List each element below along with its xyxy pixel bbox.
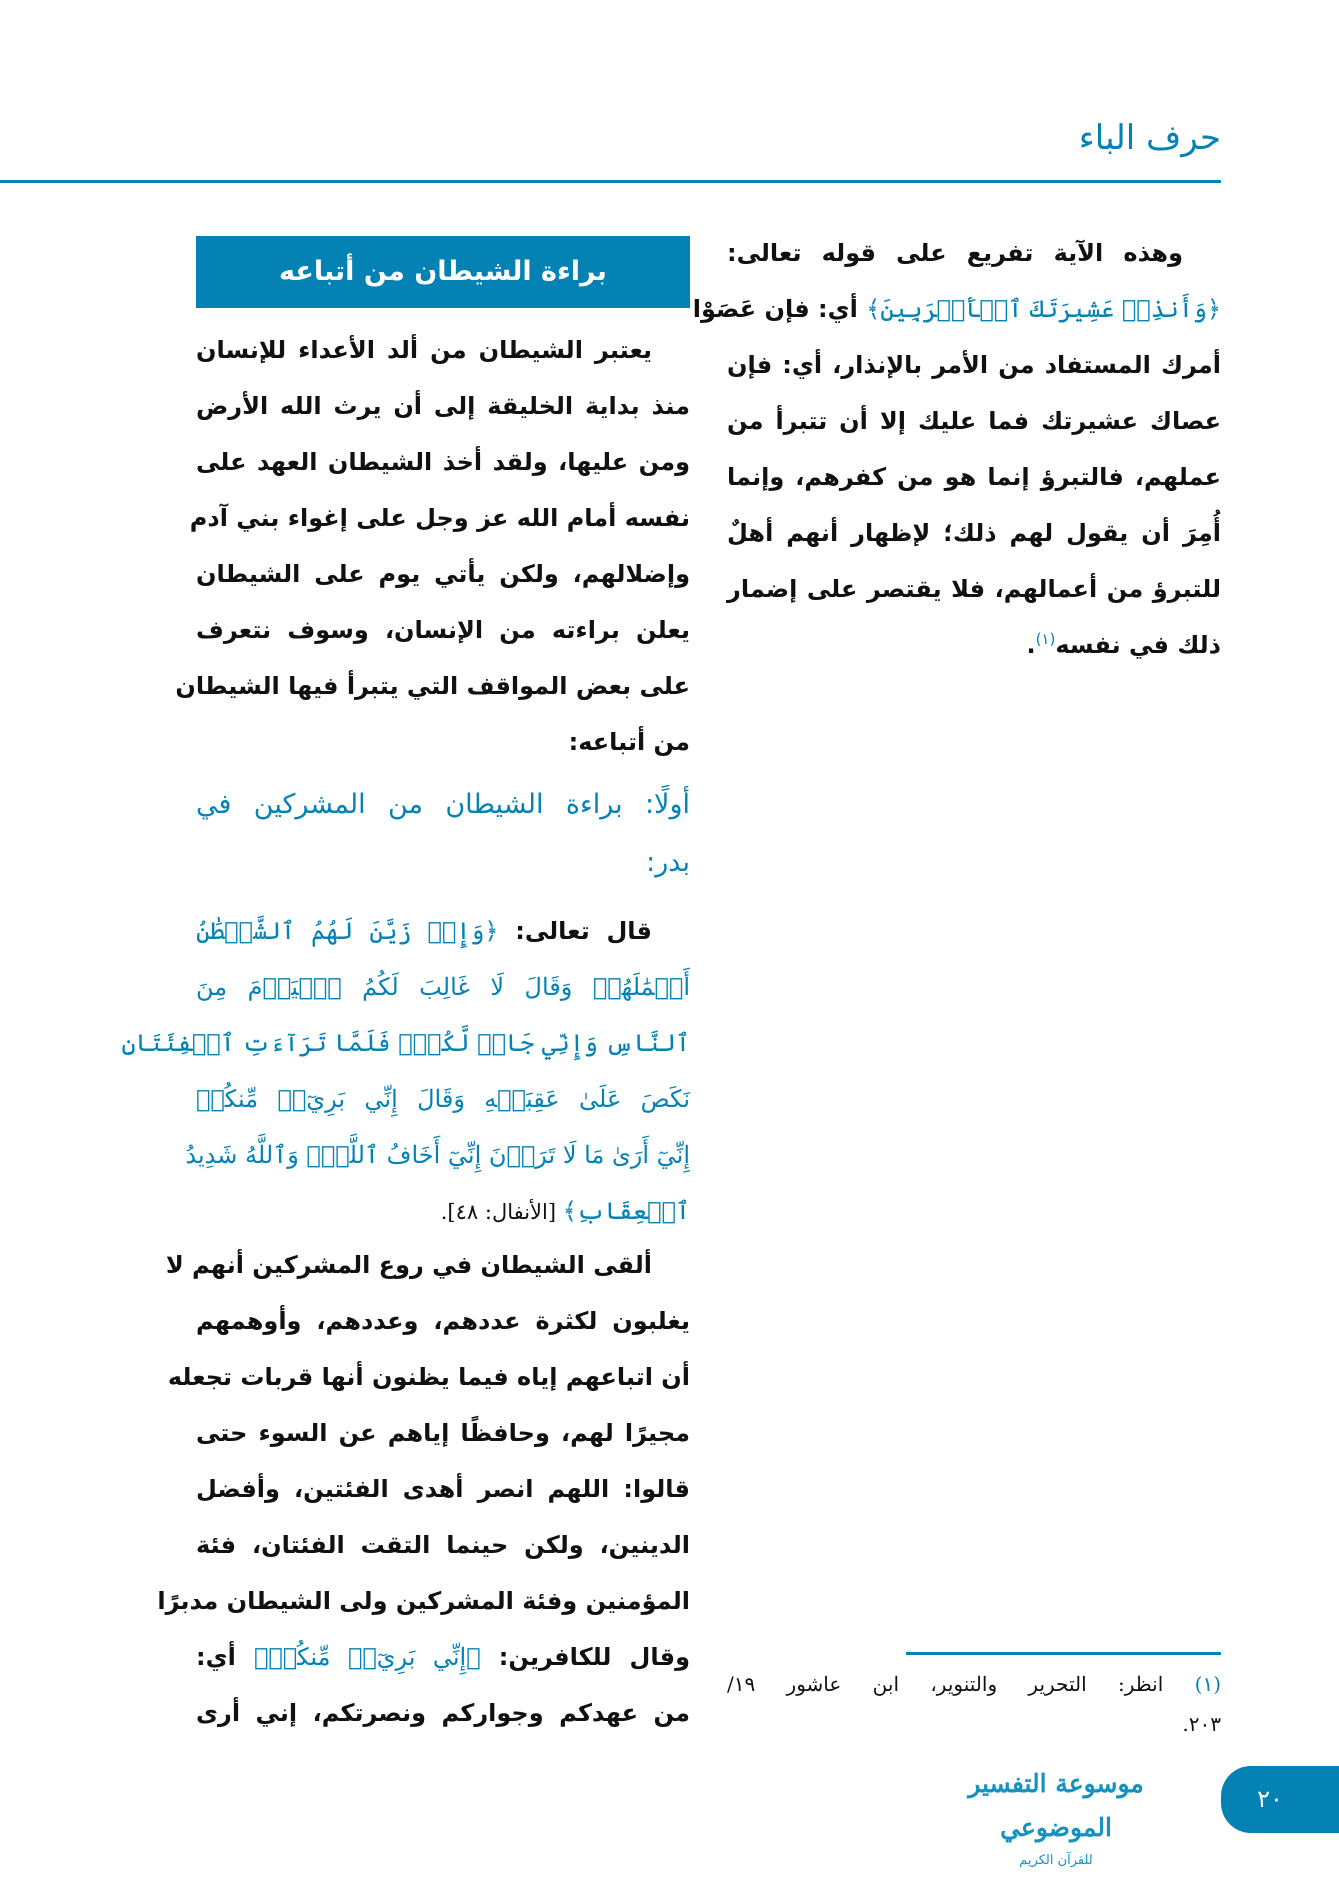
text-line: [196, 1629, 690, 1685]
text-segment: قال تعالى:: [498, 917, 652, 945]
quran-verse: ﴿وَإِذۡ زَيَّنَ لَهُمُ ٱلشَّيۡطَٰنُ: [196, 917, 499, 945]
text-line: [196, 434, 690, 490]
text-segment: منذ بداية الخليقة إلى أن يرث الله الأرض: [196, 392, 690, 420]
footnote-text-cont: ٢٠٣.: [1182, 1712, 1221, 1736]
logo-subtitle: للقرآن الكريم: [1019, 1853, 1093, 1868]
text-line: [727, 393, 1221, 449]
text-segment: للتبرؤ من أعمالهم، فلا يقتصر على إضمار: [727, 575, 1221, 603]
text-line: [157, 1573, 690, 1629]
right-column-text: [692, 225, 1221, 673]
subheading: [196, 776, 690, 892]
quran-verse: نَكَصَ عَلَىٰ عَقِبَيۡهِ وَقَالَ إِنِّي بَرِيٓءٞ مِّنكُمۡ: [196, 1085, 690, 1113]
text-line: [727, 617, 1221, 673]
text-segment: وهذه الآية تفريع على قوله تعالى:: [727, 239, 1183, 267]
text-segment: قالوا: اللهم انصر أهدى الفئتين، وأفضل: [196, 1475, 690, 1503]
quran-verse: ﴿إِنِّي بَرِيٓءٞ مِّنكُمۡ﴾: [253, 1643, 481, 1671]
text-segment: يعتبر الشيطان من ألد الأعداء للإنسان: [196, 336, 652, 364]
logo-title: موسوعة التفسير الموضوعي: [968, 1769, 1144, 1842]
quran-verse: إِنِّيٓ أَرَىٰ مَا لَا تَرَوۡنَ إِنِّيٓ أَخَافُ ٱللَّهَۚ وَٱللَّهُ شَدِيدُ: [185, 1141, 690, 1169]
text-segment: وقال للكافرين:: [480, 1643, 690, 1671]
text-segment: المؤمنين وفئة المشركين ولى الشيطان مدبرًا: [157, 1587, 690, 1615]
text-line: [196, 959, 690, 1015]
text-line: [196, 546, 690, 602]
text-segment: الدينين، ولكن حينما التقت الفئتان، فئة: [196, 1531, 690, 1559]
text-line: [727, 337, 1221, 393]
text-segment: أي: فإن عَصَوْا: [692, 295, 867, 323]
text-line: [196, 1405, 690, 1461]
text-line: [196, 1685, 690, 1741]
text-line: [692, 281, 1221, 337]
chapter-title: حرف الباء: [1078, 118, 1221, 158]
text-segment: من أتباعه:: [568, 728, 690, 756]
text-line: [727, 449, 1221, 505]
text-segment: ومن عليها، ولقد أخذ الشيطان العهد على: [196, 448, 690, 476]
text-line: [196, 1183, 690, 1239]
text-line: [167, 1349, 690, 1405]
quran-verse: ٱلۡعِقَابِ﴾: [562, 1197, 690, 1225]
text-segment: عصاك عشيرتك فما عليك إلا أن تتبرأ من: [727, 407, 1221, 435]
quran-verse: ٱلنَّاسِ وَإِنِّي جَارٞ لَّكُمۡۖ فَلَمَّا تَرَآءَتِ ٱلۡفِئَتَانِ: [121, 1029, 690, 1057]
text-line: [196, 903, 690, 959]
encyclopedia-logo: [934, 1762, 1178, 1868]
section-intro: [175, 322, 690, 770]
text-segment: .: [1026, 631, 1036, 659]
text-segment: من عهدكم وجواركم ونصرتكم، إني أرى: [196, 1699, 690, 1727]
text-segment: على بعض المواقف التي يتبرأ فيها الشيطان: [175, 672, 690, 700]
text-line: [196, 714, 690, 770]
text-line: [196, 602, 690, 658]
verse-reference: [الأنفال: ٤٨].: [440, 1200, 563, 1224]
quran-verse: ﴿وَأَنذِرۡ عَشِيرَتَكَ ٱلۡأَقۡرَبِينَ﴾: [866, 295, 1221, 323]
text-segment: يغلبون لكثرة عددهم، وعددهم، وأوهمهم: [196, 1307, 690, 1335]
text-line: [727, 561, 1221, 617]
text-line: [727, 505, 1221, 561]
text-segment: أمرك المستفاد من الأمر بالإنذار، أي: فإن: [727, 351, 1221, 379]
text-segment: يعلن براءته من الإنسان، وسوف نتعرف: [196, 616, 690, 644]
quran-verse: أَعۡمَٰلَهُمۡ وَقَالَ لَا غَالِبَ لَكُمُ ٱلۡيَوۡمَ مِنَ: [196, 973, 690, 1001]
footnote-rule: [906, 1652, 1221, 1655]
subheading-line: أولًا: براءة الشيطان من المشركين في: [196, 789, 690, 820]
text-line: [165, 1237, 690, 1293]
text-segment: ألقى الشيطان في روع المشركين أنهم لا: [165, 1251, 652, 1279]
subheading-line: بدر:: [646, 847, 690, 878]
text-segment: نفسه أمام الله عز وجل على إغواء بني آدم: [189, 504, 690, 532]
text-line: [727, 225, 1221, 281]
footnote-number: (١): [1194, 1672, 1221, 1696]
text-line: [196, 322, 690, 378]
explanation-paragraph: [157, 1237, 690, 1741]
header-rule: [0, 180, 1221, 183]
text-segment: أُمِرَ أن يقول لهم ذلك؛ لإظهار أنهم أهلٌ: [727, 519, 1221, 547]
footnote-ref: (١): [1035, 630, 1056, 648]
text-line: [185, 1127, 690, 1183]
footnote-text: انظر: التحرير والتنوير، ابن عاشور ١٩/: [727, 1672, 1164, 1696]
text-segment: وإضلالهم، ولكن يأتي يوم على الشيطان: [196, 560, 690, 588]
page-number: ٢٠: [1221, 1766, 1339, 1833]
text-line: [196, 1517, 690, 1573]
text-line: [196, 378, 690, 434]
footnote: [727, 1664, 1221, 1744]
text-line: [196, 1071, 690, 1127]
text-line: [196, 1293, 690, 1349]
text-line: [189, 490, 690, 546]
verse-block: [121, 903, 690, 1239]
text-segment: عملهم، فالتبرؤ إنما هو من كفرهم، وإنما: [727, 463, 1221, 491]
text-line: [121, 1015, 690, 1071]
section-title: براءة الشيطان من أتباعه: [196, 236, 690, 308]
text-segment: ذلك في نفسه: [1055, 631, 1221, 659]
text-line: [196, 1461, 690, 1517]
text-segment: أن اتباعهم إياه فيما يظنون أنها قربات تجعله: [167, 1363, 690, 1391]
text-line: [175, 658, 690, 714]
text-segment: مجيرًا لهم، وحافظًا إياهم عن السوء حتى: [196, 1419, 690, 1447]
text-segment: أي:: [196, 1643, 254, 1671]
